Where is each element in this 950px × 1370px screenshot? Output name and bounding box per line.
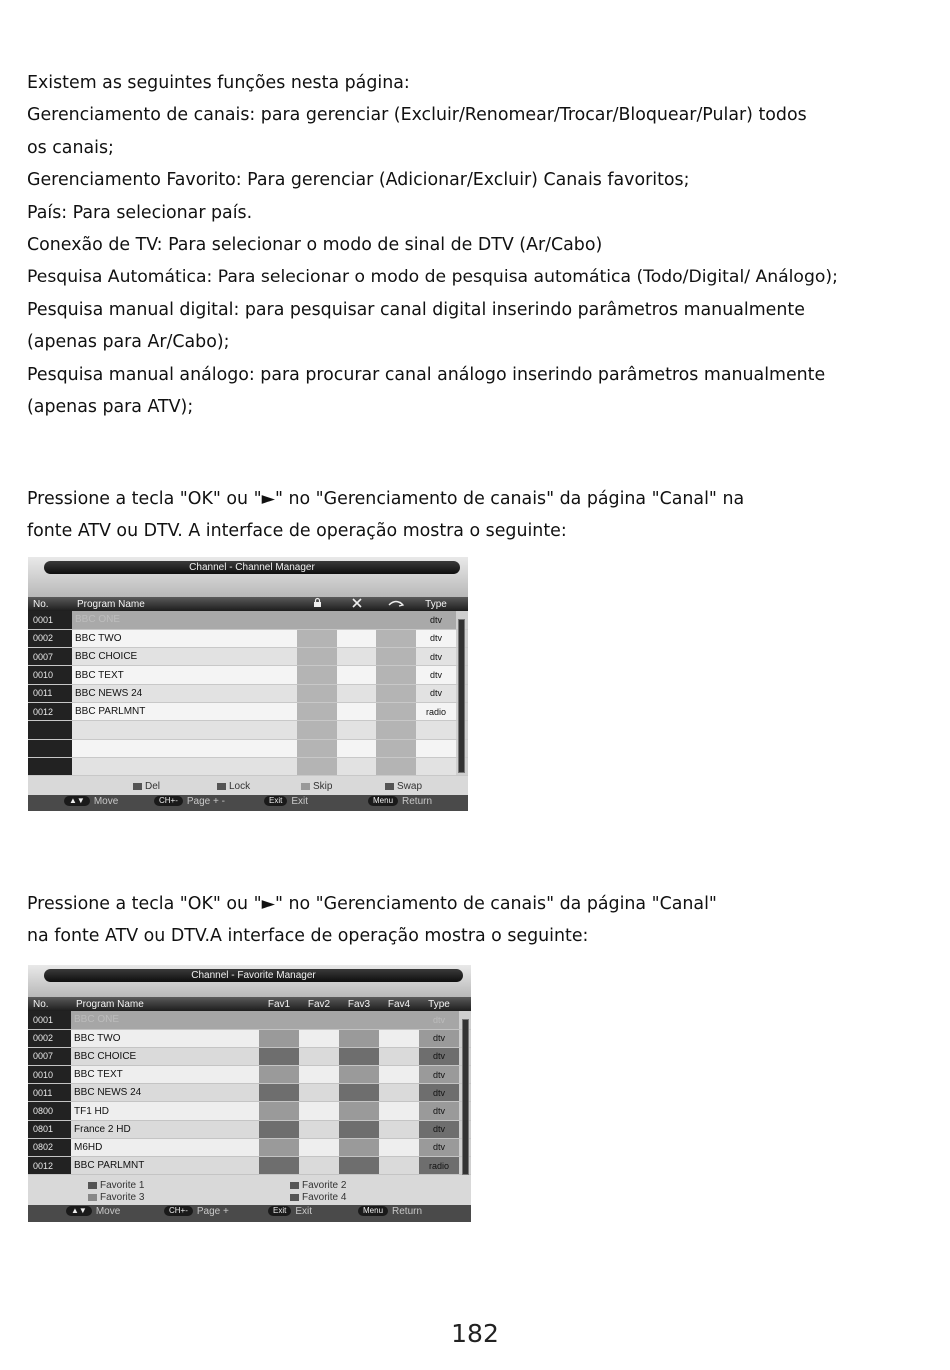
legend-swap	[385, 781, 422, 792]
instruction-line: Pressione a tecla "OK" ou "►" no "Gerenciamento de canais" da página "Canal"	[27, 894, 717, 914]
channel-name	[72, 721, 297, 739]
lock-cell	[297, 648, 337, 666]
intro-line: Pesquisa manual digital: para pesquisar canal digital inserindo parâmetros manualmente	[27, 299, 805, 320]
intro-line: Existem as seguintes funções nesta página:	[27, 73, 410, 93]
channel-name	[72, 757, 297, 775]
channel-number	[28, 721, 72, 739]
swap-cell	[376, 757, 416, 775]
channel-number: 0010	[28, 1066, 71, 1084]
header-fav4: Fav4	[379, 997, 419, 1011]
exit-key: Exit	[268, 1206, 291, 1216]
return-label: Return	[402, 796, 433, 807]
intro-line: Gerenciamento Favorito: Para gerenciar (Adicionar/Excluir) Canais favoritos;	[27, 170, 690, 191]
instruction-line: na fonte ATV ou DTV.A interface de operação mostra o seguinte:	[27, 926, 589, 947]
table-row[interactable]	[28, 1102, 471, 1120]
channel-name	[72, 739, 297, 757]
channel-type	[416, 757, 456, 775]
return-label: Return	[392, 1206, 423, 1217]
header-scroll	[459, 997, 471, 1011]
legend-fav1-label: Favorite 1	[100, 1180, 145, 1191]
table-header	[28, 597, 468, 611]
table-row[interactable]	[28, 739, 468, 757]
channel-type: dtv	[419, 1102, 459, 1120]
delete-cell	[337, 648, 376, 666]
fav4-cell	[379, 1138, 419, 1156]
header-type: Type	[416, 597, 456, 611]
fav4-cell	[379, 1029, 419, 1047]
legend-fav2-label: Favorite 2	[302, 1180, 347, 1191]
channel-type: dtv	[419, 1120, 459, 1138]
intro-line: (apenas para ATV);	[27, 397, 194, 418]
fav1-swatch	[88, 1182, 97, 1189]
channel-name: BBC NEWS 24	[72, 684, 297, 702]
favorite-manager-instructions	[27, 888, 717, 953]
channel-table	[28, 597, 468, 776]
lock-cell	[297, 666, 337, 684]
channel-type: dtv	[416, 648, 456, 666]
header-fav2: Fav2	[299, 997, 339, 1011]
swap-cell	[376, 721, 416, 739]
swap-cell	[376, 666, 416, 684]
fav1-cell	[259, 1120, 299, 1138]
table-row[interactable]	[28, 684, 468, 702]
favorite-manager-screen	[28, 965, 471, 1222]
swap-arrow-icon	[376, 597, 416, 611]
header-no: No.	[28, 597, 72, 611]
legend-fav2	[290, 1180, 346, 1192]
intro-line: País: Para selecionar país.	[27, 202, 253, 223]
lock-cell	[297, 629, 337, 647]
fav2-swatch	[290, 1182, 299, 1189]
channel-type	[416, 721, 456, 739]
move-label: Move	[93, 796, 119, 807]
fav3-swatch	[88, 1194, 97, 1201]
channel-name: France 2 HD	[71, 1120, 259, 1138]
hint-move	[64, 796, 118, 807]
move-key: ▲▼	[64, 796, 90, 806]
fav2-cell	[299, 1138, 339, 1156]
channel-number: 0002	[28, 1029, 71, 1047]
table-row[interactable]	[28, 702, 468, 720]
lock-cell	[297, 702, 337, 720]
channel-manager-instructions	[27, 483, 744, 548]
page-number: 182	[451, 1319, 499, 1348]
scrollbar[interactable]	[462, 1019, 469, 1175]
move-key: ▲▼	[66, 1206, 92, 1216]
hint-return	[368, 796, 432, 807]
cross-icon	[337, 597, 376, 611]
channel-number: 0011	[28, 684, 72, 702]
fav3-cell	[339, 1102, 379, 1120]
channel-number: 0011	[28, 1084, 71, 1102]
hint-exit	[264, 796, 308, 807]
swap-cell	[376, 684, 416, 702]
delete-cell	[337, 702, 376, 720]
fav2-cell	[299, 1157, 339, 1175]
header-program-name: Program Name	[71, 997, 259, 1011]
hint-move	[66, 1206, 120, 1217]
channel-type: dtv	[419, 1047, 459, 1065]
hint-exit	[268, 1206, 312, 1217]
channel-type: radio	[416, 702, 456, 720]
table-row[interactable]	[28, 1066, 471, 1084]
hint-return	[358, 1206, 422, 1217]
channel-number: 0007	[28, 648, 72, 666]
fav2-cell	[299, 1066, 339, 1084]
channel-name: BBC TWO	[72, 629, 297, 647]
channel-number: 0001	[28, 611, 72, 629]
lock-cell	[297, 684, 337, 702]
legend-fav1	[88, 1180, 144, 1192]
intro-paragraph	[27, 67, 838, 423]
fav2-cell	[299, 1047, 339, 1065]
fav3-cell	[339, 1138, 379, 1156]
channel-name: BBC CHOICE	[71, 1047, 259, 1065]
delete-cell	[337, 629, 376, 647]
fav2-cell	[299, 1084, 339, 1102]
fav2-cell	[299, 1029, 339, 1047]
header-fav1: Fav1	[259, 997, 299, 1011]
swap-cell	[376, 611, 416, 629]
table-row[interactable]	[28, 1029, 471, 1047]
channel-type: dtv	[419, 1138, 459, 1156]
channel-type: dtv	[419, 1066, 459, 1084]
table-row[interactable]	[28, 1138, 471, 1156]
fav1-cell	[259, 1138, 299, 1156]
channel-number: 0002	[28, 629, 72, 647]
table-row[interactable]	[28, 721, 468, 739]
fav2-cell	[299, 1120, 339, 1138]
channel-number: 0012	[28, 1157, 71, 1175]
intro-line: Pesquisa manual análogo: para procurar canal análogo inserindo parâmetros manualmente	[27, 364, 826, 385]
screen-title: Channel - Channel Manager	[44, 561, 460, 574]
legend-fav4-label: Favorite 4	[302, 1192, 347, 1203]
intro-line: (apenas para Ar/Cabo);	[27, 332, 230, 353]
fav2-cell	[299, 1102, 339, 1120]
channel-type: dtv	[416, 629, 456, 647]
channel-number: 0010	[28, 666, 72, 684]
intro-line: Conexão de TV: Para selecionar o modo de sinal de DTV (Ar/Cabo)	[27, 235, 603, 256]
header-program-name: Program Name	[72, 597, 297, 611]
fav3-cell	[339, 1011, 379, 1029]
favorite-table	[28, 997, 471, 1175]
scrollbar[interactable]	[458, 619, 465, 773]
swap-cell	[376, 629, 416, 647]
exit-label: Exit	[291, 796, 309, 807]
fav1-cell	[259, 1011, 299, 1029]
channel-name: BBC CHOICE	[72, 648, 297, 666]
delete-cell	[337, 739, 376, 757]
channel-number: 0800	[28, 1102, 71, 1120]
legend-del-label: Del	[145, 781, 161, 792]
legend-del	[133, 781, 160, 792]
fav3-cell	[339, 1157, 379, 1175]
channel-number: 0801	[28, 1120, 71, 1138]
channel-name: TF1 HD	[71, 1102, 259, 1120]
key-hints	[28, 795, 468, 811]
lock-cell	[297, 739, 337, 757]
lock-icon	[297, 597, 337, 611]
header-type: Type	[419, 997, 459, 1011]
fav4-cell	[379, 1157, 419, 1175]
swap-cell	[376, 648, 416, 666]
swap-cell	[376, 739, 416, 757]
move-label: Move	[95, 1206, 121, 1217]
delete-cell	[337, 666, 376, 684]
header-scroll	[456, 597, 468, 611]
header-no: No.	[28, 997, 71, 1011]
channel-name: M6HD	[71, 1138, 259, 1156]
instruction-line: Pressione a tecla "OK" ou "►" no "Gerenciamento de canais" da página "Canal" na	[27, 489, 745, 509]
table-row[interactable]	[28, 1047, 471, 1065]
fav1-cell	[259, 1066, 299, 1084]
title-bar-area	[28, 965, 471, 997]
legend-lock-label: Lock	[229, 781, 251, 792]
fav3-cell	[339, 1047, 379, 1065]
page-label: Page +	[196, 1206, 229, 1217]
table-header	[28, 997, 471, 1011]
lock-cell	[297, 757, 337, 775]
channel-number: 0012	[28, 702, 72, 720]
menu-key: Menu	[358, 1206, 388, 1216]
table-row[interactable]	[28, 611, 468, 629]
table-row[interactable]	[28, 629, 468, 647]
hint-page	[164, 1206, 229, 1217]
legend-swap-label: Swap	[397, 781, 423, 792]
swap-cell	[376, 702, 416, 720]
channel-type: dtv	[416, 611, 456, 629]
legend-skip-label: Skip	[313, 781, 333, 792]
table-row[interactable]	[28, 1157, 471, 1175]
fav4-cell	[379, 1047, 419, 1065]
channel-type: dtv	[416, 666, 456, 684]
fav4-cell	[379, 1066, 419, 1084]
fav1-cell	[259, 1084, 299, 1102]
table-row[interactable]	[28, 1120, 471, 1138]
channel-type: dtv	[416, 684, 456, 702]
channel-number	[28, 757, 72, 775]
delete-cell	[337, 611, 376, 629]
channel-name: BBC PARLMNT	[72, 702, 297, 720]
channel-type: dtv	[419, 1029, 459, 1047]
table-row[interactable]	[28, 666, 468, 684]
legend-fav4	[290, 1192, 346, 1204]
page-key: CH+-	[154, 796, 183, 806]
menu-key: Menu	[368, 796, 398, 806]
channel-type: dtv	[419, 1084, 459, 1102]
channel-name: BBC NEWS 24	[71, 1084, 259, 1102]
page-label: Page + -	[186, 796, 225, 807]
fav1-cell	[259, 1047, 299, 1065]
skip-swatch	[301, 783, 310, 790]
channel-number: 0007	[28, 1047, 71, 1065]
channel-manager-screen	[28, 557, 468, 811]
fav1-cell	[259, 1029, 299, 1047]
del-swatch	[133, 783, 142, 790]
fav4-cell	[379, 1011, 419, 1029]
channel-number: 0001	[28, 1011, 71, 1029]
table-row[interactable]	[28, 757, 468, 775]
legend-skip	[301, 781, 332, 792]
channel-number	[28, 739, 72, 757]
page-key: CH+-	[164, 1206, 193, 1216]
fav4-cell	[379, 1084, 419, 1102]
legend-fav3-label: Favorite 3	[100, 1192, 145, 1203]
intro-line: Pesquisa Automática: Para selecionar o modo de pesquisa automática (Todo/Digital/ Análogo);	[27, 267, 838, 288]
fav3-cell	[339, 1084, 379, 1102]
delete-cell	[337, 684, 376, 702]
fav4-swatch	[290, 1194, 299, 1201]
lock-swatch	[217, 783, 226, 790]
fav3-cell	[339, 1120, 379, 1138]
channel-name: BBC TEXT	[71, 1066, 259, 1084]
fav4-cell	[379, 1102, 419, 1120]
legend-lock	[217, 781, 250, 792]
fav3-cell	[339, 1066, 379, 1084]
header-fav3: Fav3	[339, 997, 379, 1011]
channel-name: BBC TEXT	[72, 666, 297, 684]
exit-label: Exit	[295, 1206, 313, 1217]
table-row[interactable]	[28, 1011, 471, 1029]
channel-type: radio	[419, 1157, 459, 1175]
intro-line: Gerenciamento de canais: para gerenciar (Excluir/Renomear/Trocar/Bloquear/Pular) todos	[27, 105, 807, 126]
fav1-cell	[259, 1102, 299, 1120]
intro-line: os canais;	[27, 137, 114, 158]
table-row[interactable]	[28, 1084, 471, 1102]
channel-name: BBC PARLMNT	[71, 1157, 259, 1175]
hint-page	[154, 796, 225, 807]
fav1-cell	[259, 1157, 299, 1175]
swap-swatch	[385, 783, 394, 790]
channel-name: BBC TWO	[71, 1029, 259, 1047]
channel-name: BBC ONE	[72, 611, 297, 629]
screen-title: Channel - Favorite Manager	[44, 969, 463, 982]
fav3-cell	[339, 1029, 379, 1047]
table-row[interactable]	[28, 648, 468, 666]
channel-name: BBC ONE	[71, 1011, 259, 1029]
channel-type: dtv	[419, 1011, 459, 1029]
legend	[28, 781, 468, 795]
delete-cell	[337, 721, 376, 739]
exit-key: Exit	[264, 796, 287, 806]
legend	[28, 1179, 471, 1205]
delete-cell	[337, 757, 376, 775]
key-hints	[28, 1205, 471, 1222]
channel-type	[416, 739, 456, 757]
instruction-line: fonte ATV ou DTV. A interface de operação mostra o seguinte:	[27, 521, 567, 542]
legend-fav3	[88, 1192, 144, 1204]
lock-cell	[297, 721, 337, 739]
fav4-cell	[379, 1120, 419, 1138]
channel-number: 0802	[28, 1138, 71, 1156]
fav2-cell	[299, 1011, 339, 1029]
title-bar-area	[28, 557, 468, 597]
lock-cell	[297, 611, 337, 629]
